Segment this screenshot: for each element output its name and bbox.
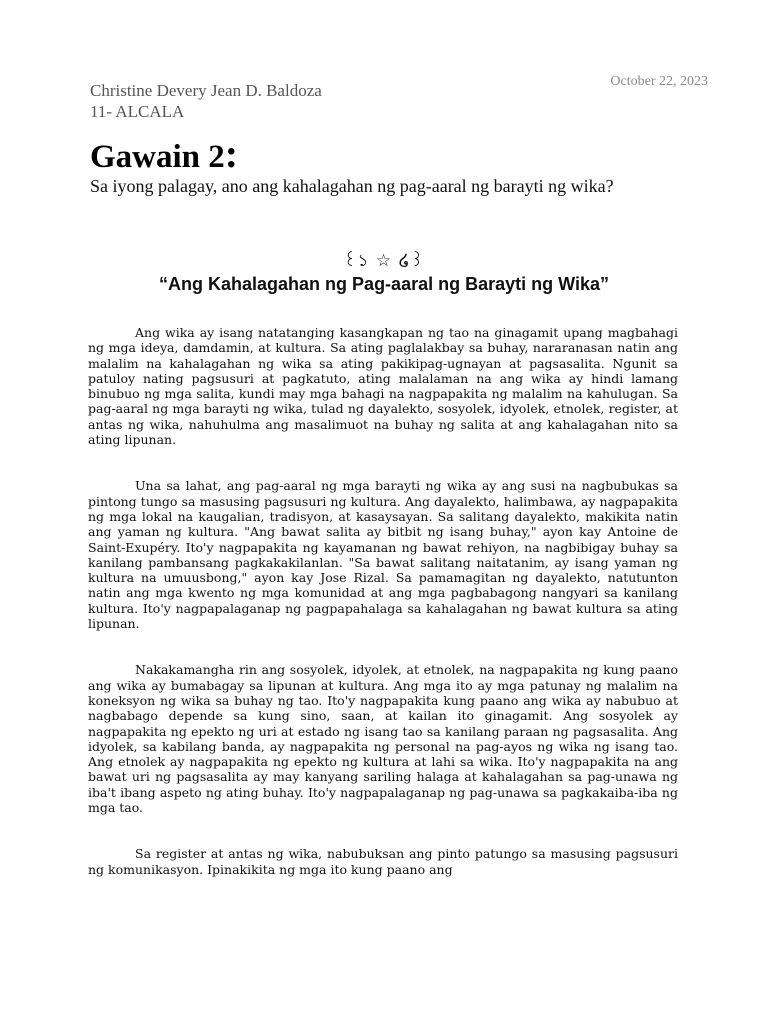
decorative-ornament: ꒰১ ☆ ໒꒱	[343, 251, 425, 271]
assignment-title-colon: :	[224, 131, 239, 176]
essay-body	[88, 325, 678, 908]
date: October 22, 2023	[610, 74, 708, 89]
author-name: Christine Devery Jean D. Baldoza	[90, 81, 322, 100]
essay-paragraph: Sa register at antas ng wika, nabubuksan ang pinto patungo sa masusing pagsusuri ng komunikasyon. Ipinakikita ng mga ito kung paano ang	[88, 846, 678, 877]
essay-paragraph: Una sa lahat, ang pag-aaral ng mga barayti ng wika ay ang susi na nagbubukas sa pintong tungo sa masusing pagsusuri ng kultura. Ang dayalekto, halimbawa, ay nagpapakita ng mga lokal na kaugalian, tradisyon, at kasaysayan. Sa salitang dayalekto, makikita natin ang yaman ng kultura. "Ang bawat salita ay bitbit ng isang buhay," ayon kay Antoine de Saint-Exupéry. Ito'y nagpapakita ng kayamanan ng bawat rehiyon, na nagbibigay buhay sa kanilang pambansang pagkakakilanlan. "Sa bawat salitang naitatanim, ay isang yaman ng kultura na umuusbong," ayon kay Jose Rizal. Sa pamamagitan ng dayalekto, natutunton natin ang mga kwento ng mga komunidad at ang mga pagbabagong nangyari sa kanilang kultura. Ito'y nagpapalaganap ng pagpapahalaga sa kahalagahan ng bawat kultura sa ating lipunan.	[88, 478, 678, 632]
assignment-title	[90, 132, 238, 179]
essay-title: “Ang Kahalagahan ng Pag-aaral ng Barayti ng Wika”	[159, 274, 609, 294]
student-section: 11- ALCALA	[90, 102, 185, 121]
essay-paragraph: Ang wika ay isang natatanging kasangkapan ng tao na ginagamit upang magbahagi ng mga ideya, damdamin, at kultura. Sa ating paglalakbay sa buhay, nararanasan natin ang malalim na kahalagahan ng wika sa ating pakikipag-ugnayan at pagsasalita. Ngunit sa patuloy nating pagsusuri at pagkatuto, ating malalaman na ang wika ay hindi lamang binubuo ng mga salita, kundi may mga bahagi na nagpapakita ng malalim na kahulugan. Sa pag-aaral ng mga barayti ng wika, tulad ng dayalekto, sosyolek, idyolek, etnolek, register, at antas ng wika, nahuhulma ang masalimuot na buhay ng salita at ang kahalagahan nito sa ating lipunan.	[88, 325, 678, 448]
author-block	[90, 80, 322, 122]
essay-paragraph: Nakakamangha rin ang sosyolek, idyolek, at etnolek, na nagpapakita ng kung paano ang wika ay bumabagay sa lipunan at kultura. Ang mga ito ay mga patunay ng malalim na koneksyon ng wika sa buhay ng tao. Ito'y nagpapakita kung paano ang wika ay nabubuo at nagbabago depende sa kung sino, saan, at kailan ito ginagamit. Ang sosyolek ay nagpapakita ng epekto ng uri at estado ng isang tao sa kanilang paraan ng pagsasalita. Ang idyolek, sa kabilang banda, ay nagpapakita ng personal na pag-ayos ng wika ng isang tao. Ang etnolek ay nagpapakita ng epekto ng kultura at lahi sa wika. Ito'y nagpapakita na ang bawat uri ng pagsasalita ay may kanyang sariling halaga at kahalagahan sa pag-unawa ng iba't ibang aspeto ng ating buhay. Ito'y nagpapalaganap ng pag-unawa sa pagkakaiba-iba ng mga tao.	[88, 662, 678, 816]
assignment-title-text: Gawain 2	[90, 139, 225, 175]
assignment-question: Sa iyong palagay, ano ang kahalagahan ng pag-aaral ng barayti ng wika?	[90, 176, 614, 196]
